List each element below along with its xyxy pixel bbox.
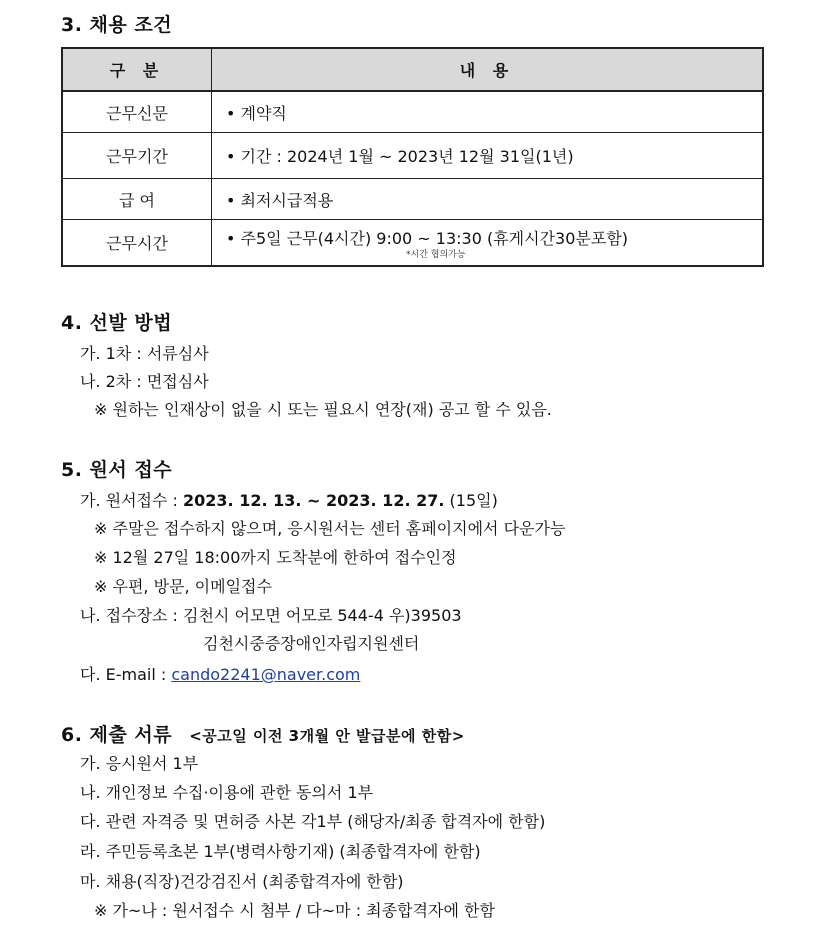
row-content: • 주5일 근무(4시간) 9:00 ~ 13:30 (휴게시간30분포함) xyxy=(226,228,629,248)
header-category: 구 분 xyxy=(62,48,212,91)
row-label: 근무신문 xyxy=(62,91,212,133)
application-email xyxy=(80,662,360,685)
section4-title: 4. 선발 방법 xyxy=(61,312,173,334)
row-content-cell xyxy=(212,220,764,267)
row-content: • 최저시급적용 xyxy=(212,179,764,220)
application-note: ※ 12월 27일 18:00까지 도착분에 한하여 접수인정 xyxy=(94,548,457,567)
document-item: 마. 채용(직장)건강검진서 (최종합격자에 한함) xyxy=(80,872,404,891)
table-row xyxy=(62,133,763,179)
table-header-row xyxy=(62,48,763,91)
document-item: 다. 관련 자격증 및 면허증 사본 각1부 (해당자/최종 합격자에 한함) xyxy=(80,812,546,831)
application-location-name: 김천시중증장애인자립지원센터 xyxy=(203,634,420,653)
table-row xyxy=(62,220,763,267)
document-note: ※ 가~나 : 원서접수 시 첨부 / 다~마 : 최종합격자에 한함 xyxy=(94,901,495,920)
row-content: • 기간 : 2024년 1월 ~ 2023년 12월 31일(1년) xyxy=(212,133,764,179)
application-period xyxy=(80,488,498,511)
section5-title: 5. 원서 접수 xyxy=(61,459,173,481)
application-dates: 2023. 12. 13. ~ 2023. 12. 27. xyxy=(183,491,445,510)
selection-step-1: 가. 1차 : 서류심사 xyxy=(80,344,209,363)
row-note: *시간 협의가능 xyxy=(406,249,466,260)
row-label: 근무기간 xyxy=(62,133,212,179)
document-item: 가. 응시원서 1부 xyxy=(80,754,199,773)
row-content: • 계약직 xyxy=(212,91,764,133)
section6-subtitle: <공고일 이전 3개월 안 발급분에 한함> xyxy=(189,727,465,745)
selection-note: ※ 원하는 인재상이 없을 시 또는 필요시 연장(재) 공고 할 수 있음. xyxy=(94,400,552,419)
section6-title xyxy=(61,720,465,747)
row-label: 근무시간 xyxy=(62,220,212,267)
document-item: 라. 주민등록초본 1부(병력사항기재) (최종합격자에 한함) xyxy=(80,842,481,861)
application-location: 나. 접수장소 : 김천시 어모면 어모로 544-4 우)39503 xyxy=(80,606,462,625)
application-period-label: 가. 원서접수 : xyxy=(80,491,184,510)
application-duration: (15일) xyxy=(444,491,498,510)
application-note: ※ 주말은 접수하지 않으며, 응시원서는 센터 홈페이지에서 다운가능 xyxy=(94,519,566,538)
table-row xyxy=(62,179,763,220)
section3-title: 3. 채용 조건 xyxy=(61,14,173,36)
header-content: 내 용 xyxy=(212,48,764,91)
document-item: 나. 개인정보 수집·이용에 관한 동의서 1부 xyxy=(80,783,374,802)
employment-conditions-table xyxy=(61,47,764,267)
table-row xyxy=(62,91,763,133)
selection-step-2: 나. 2차 : 면접심사 xyxy=(80,372,209,391)
email-link[interactable]: cando2241@naver.com xyxy=(171,665,361,684)
row-label: 급 여 xyxy=(62,179,212,220)
email-label: 다. E-mail : xyxy=(80,665,172,684)
application-note: ※ 우편, 방문, 이메일접수 xyxy=(94,577,272,596)
section6-title-text: 6. 제출 서류 xyxy=(61,724,173,746)
